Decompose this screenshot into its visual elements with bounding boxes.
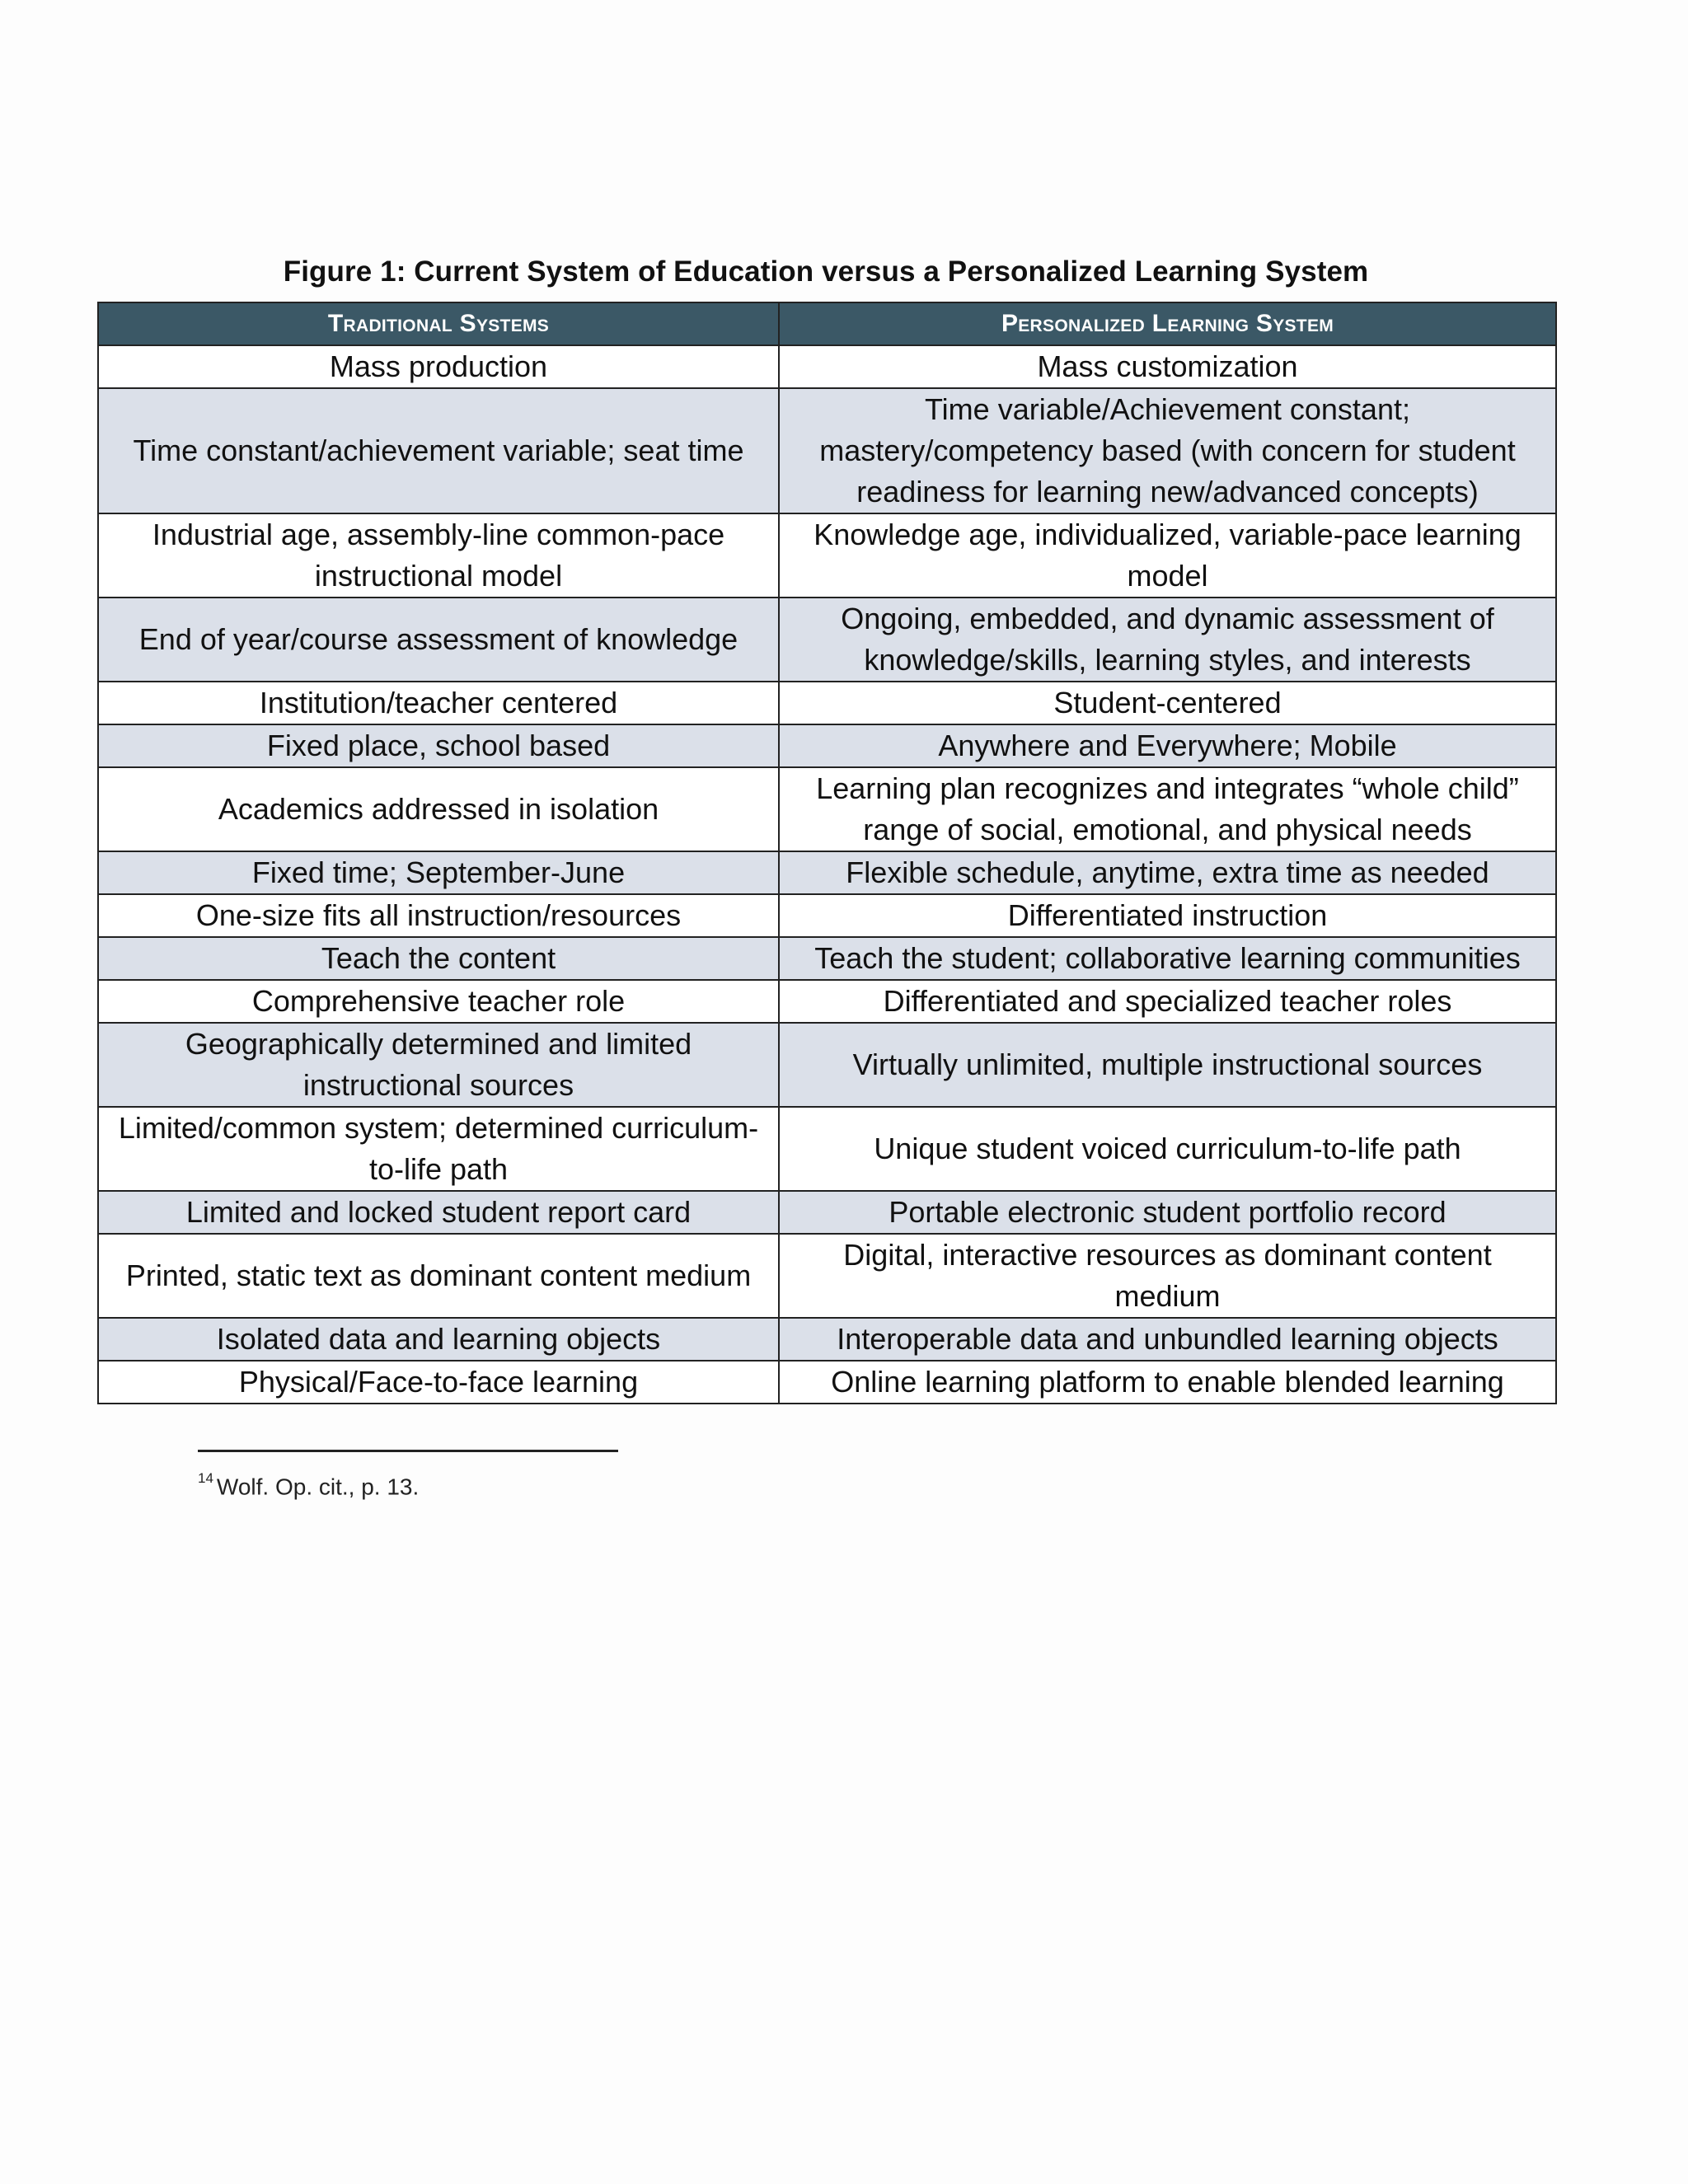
personalized-cell: Digital, interactive resources as dominant content medium	[779, 1234, 1556, 1318]
footnote-separator	[198, 1450, 618, 1452]
table-row	[98, 1191, 1556, 1234]
traditional-cell: End of year/course assessment of knowledge	[98, 598, 779, 682]
table-row	[98, 724, 1556, 767]
table-row	[98, 937, 1556, 980]
table-row	[98, 1023, 1556, 1107]
traditional-cell: Geographically determined and limited instructional sources	[98, 1023, 779, 1107]
personalized-cell: Virtually unlimited, multiple instructional sources	[779, 1023, 1556, 1107]
header-traditional-systems: Traditional Systems	[98, 302, 779, 345]
traditional-cell: Industrial age, assembly-line common-pace instructional model	[98, 513, 779, 598]
traditional-cell: One-size fits all instruction/resources	[98, 894, 779, 937]
table-row	[98, 345, 1556, 388]
traditional-cell: Isolated data and learning objects	[98, 1318, 779, 1361]
personalized-cell: Learning plan recognizes and integrates “whole child” range of social, emotional, and physical needs	[779, 767, 1556, 851]
traditional-cell: Physical/Face-to-face learning	[98, 1361, 779, 1404]
footnote-text: Wolf. Op. cit., p. 13.	[216, 1474, 420, 1500]
personalized-cell: Teach the student; collaborative learning communities	[779, 937, 1556, 980]
traditional-cell: Mass production	[98, 345, 779, 388]
table-row	[98, 767, 1556, 851]
personalized-cell: Flexible schedule, anytime, extra time as needed	[779, 851, 1556, 894]
table-row	[98, 851, 1556, 894]
footnote	[198, 1465, 419, 1503]
table-row	[98, 1107, 1556, 1191]
comparison-table	[97, 302, 1557, 1404]
table-row	[98, 980, 1556, 1023]
traditional-cell: Institution/teacher centered	[98, 682, 779, 724]
traditional-cell: Fixed place, school based	[98, 724, 779, 767]
personalized-cell: Student-centered	[779, 682, 1556, 724]
traditional-cell: Teach the content	[98, 937, 779, 980]
personalized-cell: Interoperable data and unbundled learning objects	[779, 1318, 1556, 1361]
personalized-cell: Knowledge age, individualized, variable-pace learning model	[779, 513, 1556, 598]
traditional-cell: Time constant/achievement variable; seat time	[98, 388, 779, 513]
traditional-cell: Academics addressed in isolation	[98, 767, 779, 851]
table-row	[98, 598, 1556, 682]
table-row	[98, 1234, 1556, 1318]
figure-title: Figure 1: Current System of Education versus a Personalized Learning System	[283, 255, 1369, 288]
table-row	[98, 894, 1556, 937]
personalized-cell: Differentiated instruction	[779, 894, 1556, 937]
table-header-row	[98, 302, 1556, 345]
personalized-cell: Ongoing, embedded, and dynamic assessment of knowledge/skills, learning styles, and interests	[779, 598, 1556, 682]
table-row	[98, 1361, 1556, 1404]
table-row	[98, 388, 1556, 513]
traditional-cell: Limited and locked student report card	[98, 1191, 779, 1234]
personalized-cell: Differentiated and specialized teacher roles	[779, 980, 1556, 1023]
table-row	[98, 682, 1556, 724]
personalized-cell: Anywhere and Everywhere; Mobile	[779, 724, 1556, 767]
table-row	[98, 513, 1556, 598]
traditional-cell: Limited/common system; determined curriculum-to-life path	[98, 1107, 779, 1191]
personalized-cell: Online learning platform to enable blended learning	[779, 1361, 1556, 1404]
traditional-cell: Fixed time; September-June	[98, 851, 779, 894]
personalized-cell: Portable electronic student portfolio record	[779, 1191, 1556, 1234]
traditional-cell: Comprehensive teacher role	[98, 980, 779, 1023]
table-row	[98, 1318, 1556, 1361]
footnote-number: 14	[198, 1470, 213, 1486]
header-personalized-learning-system: Personalized Learning System	[779, 302, 1556, 345]
personalized-cell: Time variable/Achievement constant; mastery/competency based (with concern for student readiness for learning new/advanced concepts)	[779, 388, 1556, 513]
personalized-cell: Unique student voiced curriculum-to-life path	[779, 1107, 1556, 1191]
traditional-cell: Printed, static text as dominant content medium	[98, 1234, 779, 1318]
personalized-cell: Mass customization	[779, 345, 1556, 388]
